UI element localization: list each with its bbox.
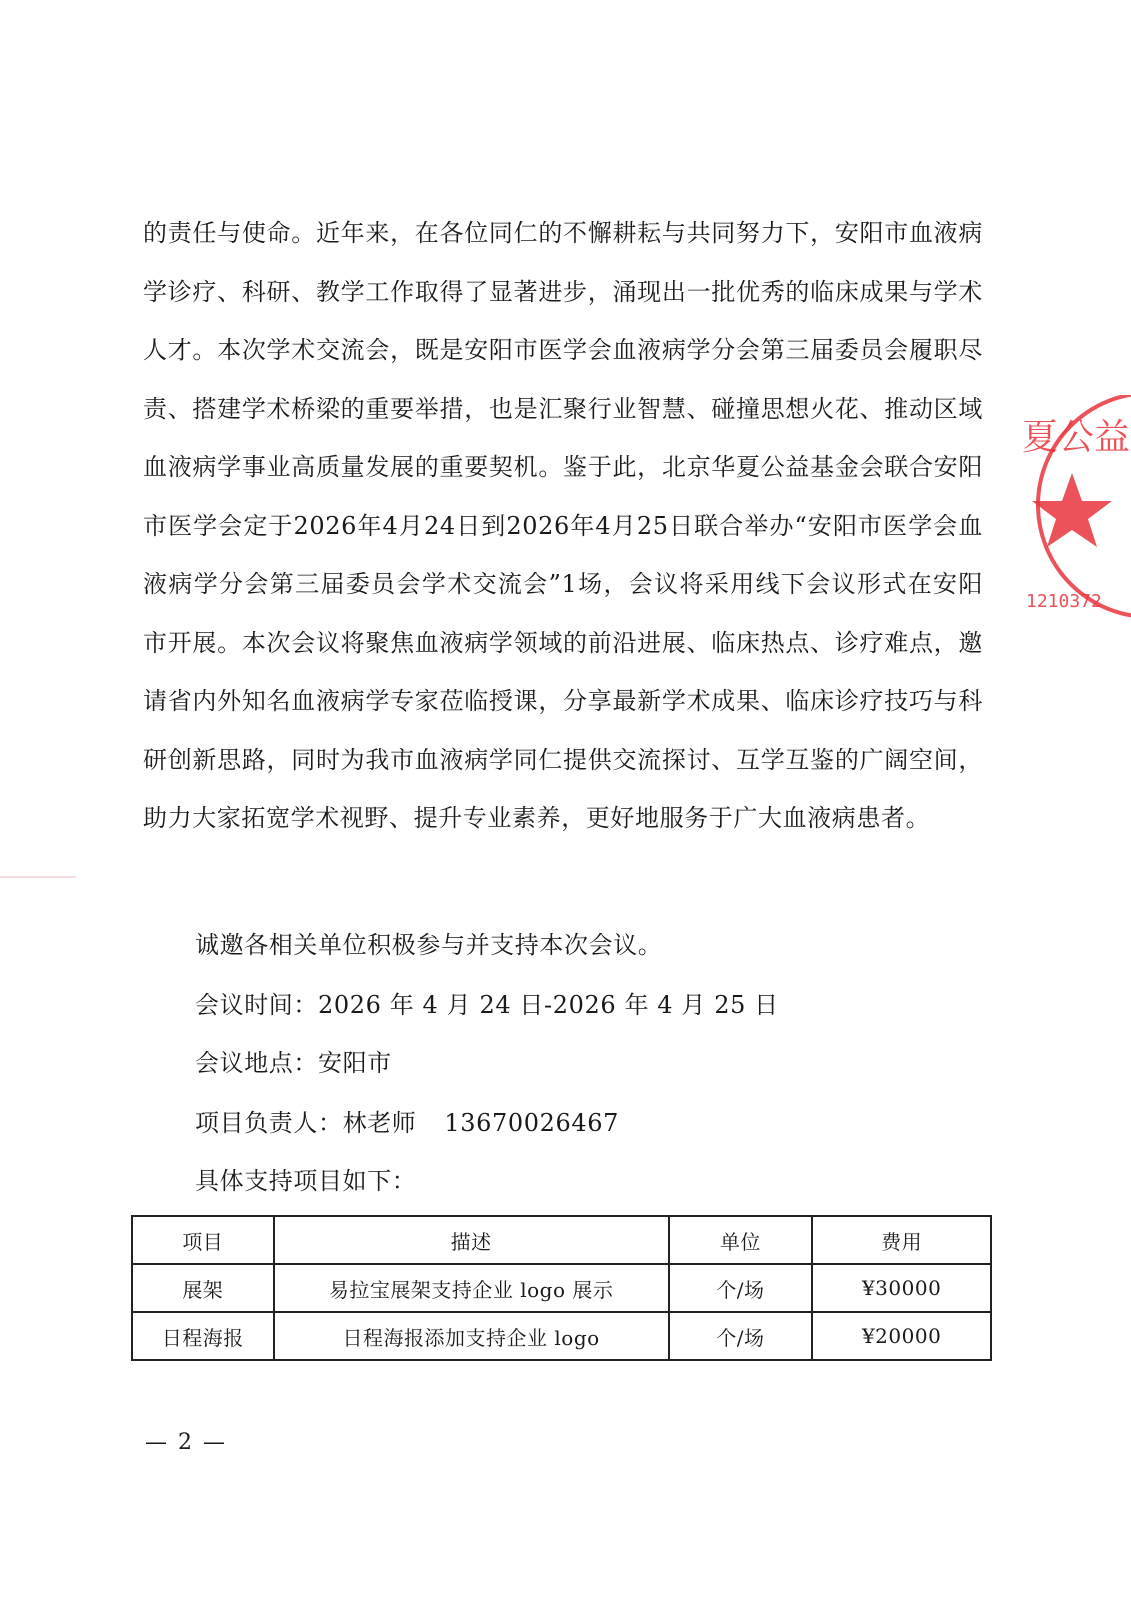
body-paragraph: 的责任与使命。近年来，在各位同仁的不懈耕耘与共同努力下，安阳市血液病学诊疗、科研、教学工作取得了显著进步，涌现出一批优秀的临床成果与学术人才。本次学术交流会，既是安阳市医学会血液病学分会第三届委员会履职尽责、搭建学术桥梁的重要举措，也是汇聚行业智慧、碰撞思想火花、推动区域血液病学事业高质量发展的重要契机。鉴于此，北京华夏公益基金会联合安阳市医学会定于2026年4月24日到2026年4月25日联合举办“安阳市医学会血液病学分会第三届委员会学术交流会”1场，会议将采用线下会议形式在安阳市开展。本次会议将聚焦血液病学领域的前沿进展、临床热点、诊疗难点，邀请省内外知名血液病学专家莅临授课，分享最新学术成果、临床诊疗技巧与科研创新思路，同时为我市血液病学同仁提供交流探讨、互学互鉴的广阔空间，助力大家拓宽学术视野、提升专业素养，更好地服务于广大血液病患者。 <box>143 219 983 832</box>
meeting-place-label: 会议地点： <box>195 1049 318 1077</box>
cell-item: 日程海报 <box>132 1312 274 1360</box>
seal-text: 夏公益 <box>1022 417 1131 458</box>
project-contact <box>195 1108 619 1138</box>
contact-label: 项目负责人： <box>195 1109 343 1137</box>
cell-description: 日程海报添加支持企业 logo <box>274 1312 669 1360</box>
header-item: 项目 <box>132 1216 274 1264</box>
page-number: — 2 — <box>145 1430 227 1455</box>
contact-phone: 13670026467 <box>444 1109 619 1137</box>
table-row <box>132 1312 991 1360</box>
meeting-place <box>195 1048 392 1078</box>
header-unit: 单位 <box>669 1216 813 1264</box>
official-seal <box>1020 395 1131 635</box>
cell-item: 展架 <box>132 1264 274 1312</box>
meeting-place-value: 安阳市 <box>318 1049 392 1077</box>
meeting-time <box>195 990 779 1020</box>
meeting-time-value: 2026 年 4 月 24 日-2026 年 4 月 25 日 <box>318 991 779 1019</box>
table-row <box>132 1264 991 1312</box>
seal-number: 1210372 <box>1026 591 1102 612</box>
header-cost: 费用 <box>812 1216 991 1264</box>
cell-cost: ¥20000 <box>812 1312 991 1360</box>
meeting-time-label: 会议时间： <box>195 991 318 1019</box>
cell-unit: 个/场 <box>669 1264 813 1312</box>
items-intro: 具体支持项目如下： <box>195 1167 417 1195</box>
margin-mark <box>0 876 76 878</box>
cell-cost: ¥30000 <box>812 1264 991 1312</box>
table-header-row <box>132 1216 991 1264</box>
cell-description: 易拉宝展架支持企业 logo 展示 <box>274 1264 669 1312</box>
contact-name: 林老师 <box>342 1109 417 1137</box>
cell-unit: 个/场 <box>669 1312 813 1360</box>
support-items-table <box>131 1215 992 1361</box>
header-description: 描述 <box>274 1216 669 1264</box>
invitation-line: 诚邀各相关单位积极参与并支持本次会议。 <box>195 931 663 959</box>
